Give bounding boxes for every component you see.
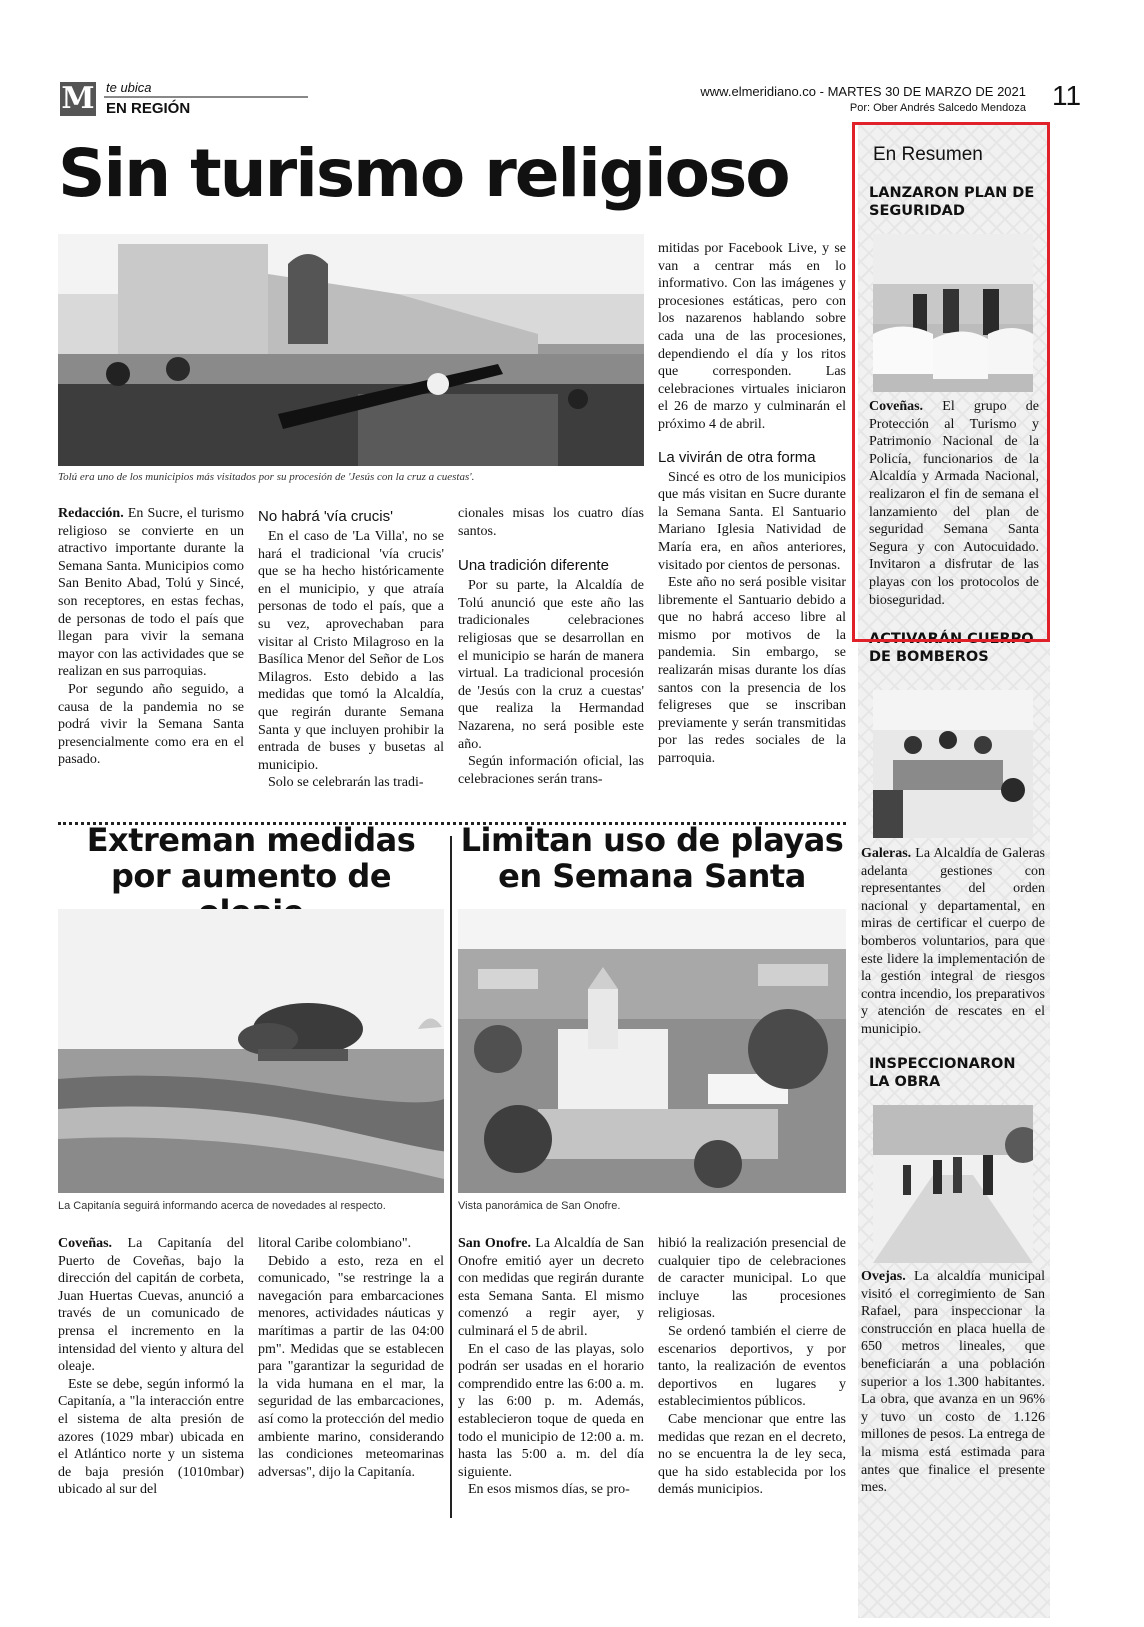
sidebar-item3-head: INSPECCIONARON LA OBRA [869, 1056, 1016, 1090]
oleaje-col2-p0: litoral Caribe colombiano". [258, 1236, 412, 1251]
highlight-box [852, 122, 1050, 642]
playas-col2-p0: hibió la realización presencial de cualquier tipo de celebraciones de caracter municipal. Lo que incluye las procesiones religiosas. [658, 1236, 846, 1322]
subhead-otra-forma: La vivirán de otra forma [658, 448, 816, 466]
main-col4-p2: Este año no será posible visitar libremente el Santuario debido a que no habrá acceso libre al mismo por motivos de la pandemia. Sin embargo, se realizarán misas durante los días santos con la presencia de los feligreses que se inscriban previamente y serán transmitidas por las redes sociales de la parroquia. [658, 575, 846, 767]
town-photo-caption: Vista panorámica de San Onofre. [458, 1200, 621, 1212]
sidebar-item1-lead: Coveñas. [869, 399, 924, 414]
oleaje-col-1 [58, 1235, 244, 1499]
procession-photo [58, 234, 644, 466]
main-headline: Sin turismo religioso [58, 135, 789, 212]
main-col1-p2: Por segundo año seguido, a causa de la pandemia no se podrá vivir la Semana Santa presencialmente como era en el pasado. [58, 681, 244, 768]
main-col1-p1: En Sucre, el turismo religioso se convierte en un atractivo importante durante la Semana Santa. Municipios como San Benito Abad, Tolú y Sincé, son receptores, en estas fechas, de personas de todo el país que llegan para vivir la semana mayor con las actividades que se realizan en sus parroquias. [58, 506, 244, 680]
main-col-4 [658, 240, 846, 768]
sidebar-item1-head: LANZARON PLAN DE SEGURIDAD [869, 185, 1035, 219]
newspaper-logo[interactable]: M [61, 81, 95, 116]
sidebar-item2-head: ACTIVARÁN CUERPO DE BOMBEROS [869, 631, 1034, 665]
oleaje-headline: Extreman medidas por aumento de [86, 821, 416, 895]
oleaje-col1-p2: Este se debe, según informó la Capitanía, a "la interacción entre el sistema de alta presión de azores (1029 mbar) ubicada en el Atlántico norte y un sistema de baja presión (1010mbar) ubicado al sur del [58, 1376, 244, 1498]
beach-photo [58, 909, 444, 1193]
playas-col1-p1: La Alcaldía de San Onofre emitió ayer un decreto con medidas que regirán durante esta Semana Santa. El mismo comenzó a regir ayer, y culminará el 5 de abril. [458, 1236, 644, 1339]
page-number: 11 [1052, 80, 1082, 111]
section-rule [104, 96, 308, 98]
sidebar-item1-body: El grupo de Protección al Turismo y Patrimonio Nacional de la Policía, funcionarios de la Alcaldía y Armada Nacional, realizaron el fin de semana el lanzamiento del plan de seguridad Semana Santa Segura y con Autocuidado. Invitaron a disfrutar de las playas con los protocolos de bioseguridad. [869, 399, 1039, 608]
town-aerial-photo [458, 909, 846, 1193]
playas-lead: San Onofre. [458, 1236, 531, 1251]
oleaje-lead: Coveñas. [58, 1236, 113, 1251]
sidebar-item3-lead: Ovejas. [861, 1269, 906, 1284]
playas-col1-p2: En el caso de las playas, solo podrán ser usadas en el horario comprendido entre las 6:00 a. m. y las 6:00 p. m. Además, establecieron toque de queda en todo el municipio de 12:00 a. m. hasta las 5:00 a. m. del día siguiente. [458, 1341, 644, 1480]
meeting-room-photo [873, 690, 1033, 838]
main-col3-p2: Según información oficial, las celebraciones serán trans- [458, 754, 644, 787]
section-name: EN REGIÓN [106, 100, 191, 117]
dateline-lead: Redacción. [58, 506, 124, 521]
main-col-2 [258, 505, 444, 792]
dateline: www.elmeridiano.co - MARTES 30 DE MARZO DE 2021 [700, 84, 1026, 99]
sidebar-item3-body: La alcaldía municipal visitó el corregimiento de San Rafael, para inspeccionar la construcción en placa huella de 650 metros lineales, que beneficiarán a una población superior a los 1.300 habitantes. La obra, que avanza en un 96% y tuvo un costo de 1.126 millones de pesos. La entrega de la misma está estimada para antes que finalice el presente mes. [861, 1269, 1045, 1496]
playas-col-2 [658, 1235, 846, 1499]
procession-photo-icon [58, 234, 644, 466]
sidebar-title: En Resumen [873, 144, 983, 165]
sidebar-item2-lead: Galeras. [861, 846, 912, 861]
town-aerial-photo-icon [458, 909, 846, 1193]
subhead-tradicion: Una tradición diferente [458, 557, 609, 575]
main-col2-p1: En el caso de 'La Villa', no se hará el tradicional 'vía crucis' que se ha hecho históricamente en el municipio, y que atraía personas de todo el país, que a su vez, aprovechaban para visitar al Cristo Milagroso en la Basílica Menor del Señor de Los Milagros. Esto debido a las medidas que tomó la Alcaldía, que regirán durante Semana Santa y que incluyen prohibir la entrada de buses y busetas al municipio. [258, 529, 444, 773]
playas-col1-p3: En esos mismos días, se pro- [468, 1482, 630, 1498]
subhead-via-crucis: No habrá 'vía crucis' [258, 508, 393, 525]
playas-headline: Limitan uso de playas en Semana Santa [460, 821, 844, 895]
byline: Por: Ober Andrés Salcedo Mendoza [849, 102, 1026, 114]
column-divider [450, 836, 452, 1518]
main-col3-p1: Por su parte, la Alcaldía de Tolú anunció que este año las tradicionales celebraciones religiosas que se desarrollan en el municipio se harán de manera virtual. La tradicional procesión de 'Jesús con la cruz a cuestas' que realiza la Hermandad Nazarena, no será posible este año. [458, 578, 644, 752]
main-col-3 [458, 505, 644, 788]
meeting-room-photo-icon [873, 690, 1033, 838]
beach-photo-icon [58, 909, 444, 1193]
beach-photo-caption: La Capitanía seguirá informando acerca de novedades al respecto. [58, 1200, 386, 1212]
main-col4-p0: mitidas por Facebook Live, y se van a centrar más en lo informativo. Con las imágenes y procesiones estáticas, pero con los nazarenos hablando sobre cada una de las procesiones, dependiendo el día y los ritos que corresponden. Las celebraciones virtuales iniciaron el 26 de marzo y culminarán el próximo 4 de abril. [658, 241, 846, 432]
road-works-photo [873, 1105, 1033, 1263]
oleaje-col2-p1: Debido a esto, reza en el comunicado, "se restringe la a navegación para embarcaciones menores, actividades náuticas y marítimas a partir de las 04:00 pm". Medidas que se establecen para "garantizar la seguridad de la vida humana en el mar, la seguridad de las embarcaciones, así como la protección del medio ambiente marino, considerando las condiciones meteomarinas adversas", dijo la Capitanía. [258, 1253, 444, 1480]
main-col4-p1: Sincé es otro de los municipios que más visitan en Sucre durante la Semana Santa. El Santuario Mariano Iglesia Natividad de María era, en años anteriores, visitado por cientos de personas. [658, 469, 846, 573]
oleaje-col-2 [258, 1235, 444, 1481]
main-col-1 [58, 505, 244, 769]
oleaje-col1-p1: La Capitanía del Puerto de Coveñas, bajo la dirección del capitán de corbeta, Juan Huertas Cuevas, anunció a través de un comunicado de prensa el incremento en la intensidad del viento y altura del oleaje. [58, 1236, 244, 1375]
sidebar-item3-text [861, 1268, 1045, 1497]
main-photo-caption: Tolú era uno de los municipios más visitados por su procesión de 'Jesús con la cruz a cuestas'. [58, 471, 475, 483]
main-col2-p2: Solo se celebrarán las tradi- [268, 775, 424, 791]
sidebar-item2-body: La Alcaldía de Galeras adelanta gestiones con representantes del orden nacional y departamental, en miras de certificar el cuerpo de bomberos voluntarios, para que este lidere la implementación de la gestión integral de riesgos contra incendio, los preparativos y atención de rescates en el municipio. [861, 846, 1045, 1037]
playas-col-1 [458, 1235, 644, 1499]
main-col3-p0: cionales misas los cuatro días santos. [458, 506, 644, 539]
playas-col2-p1: Se ordenó también el cierre de escenarios deportivos, y por tanto, la realización de eventos deportivos en lugares y establecimientos públicos. [658, 1323, 846, 1410]
playas-col2-p2: Cabe mencionar que entre las medidas que rezan en el decreto, no se encuentra la de ley seca, que ha sido establecida por los demás municipios. [658, 1411, 846, 1498]
section-kicker: te ubica [106, 80, 152, 95]
sidebar-item2-text [861, 845, 1045, 1039]
road-works-photo-icon [873, 1105, 1033, 1263]
